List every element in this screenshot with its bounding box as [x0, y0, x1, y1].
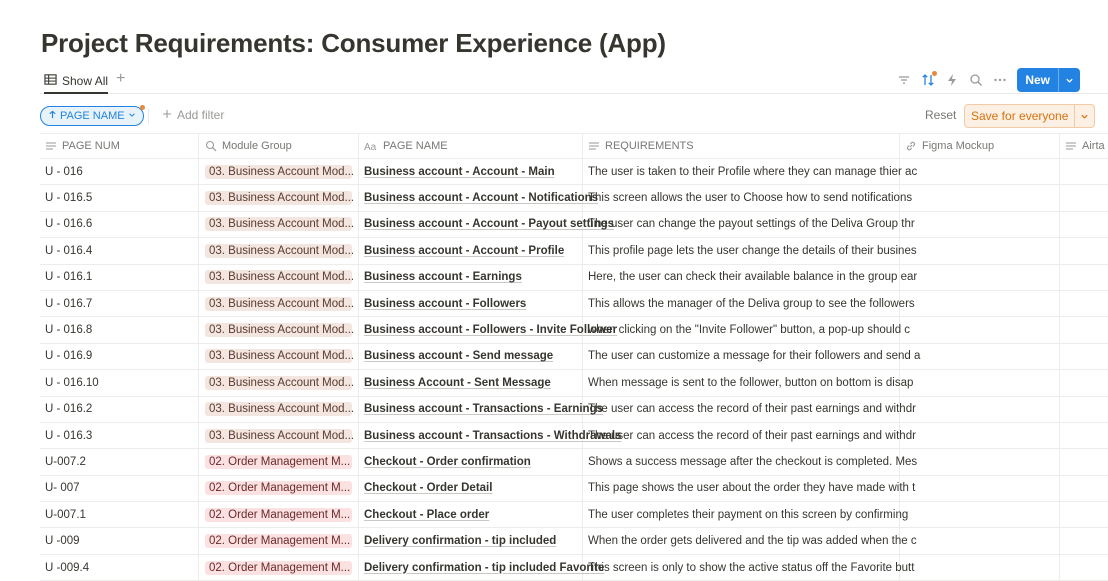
module-group-tag: 02. Order Management M... [205, 561, 352, 575]
page-num: U-007.1 [45, 508, 86, 521]
table-row[interactable] [40, 370, 1108, 396]
column-header-figma-mockup[interactable] [900, 134, 1060, 158]
airtable-cell[interactable] [1060, 291, 1108, 316]
requirements-text: When message is sent to the follower, button on bottom is disap [588, 376, 914, 389]
add-view-button[interactable]: + [116, 70, 126, 87]
table-row[interactable] [40, 449, 1108, 475]
page-num: U - 016.6 [45, 218, 93, 231]
requirements-cell[interactable] [583, 344, 921, 369]
airtable-cell[interactable] [1060, 449, 1108, 474]
table-row[interactable] [40, 185, 1108, 211]
reset-button[interactable]: Reset [925, 108, 957, 122]
svg-text:Aa: Aa [364, 142, 377, 153]
chevron-down-icon [128, 110, 136, 122]
figma-mockup-cell[interactable] [900, 528, 1060, 553]
airtable-cell[interactable] [1060, 555, 1108, 580]
airtable-cell[interactable] [1060, 265, 1108, 290]
add-filter-label: Add filter [177, 108, 225, 122]
page-name-link[interactable]: Business account - Send message [364, 350, 554, 363]
module-group-tag: 03. Business Account Mod... [205, 429, 352, 443]
requirements-cell[interactable] [583, 476, 916, 501]
requirements-cell[interactable] [583, 291, 915, 316]
page-num: U -009.4 [45, 561, 90, 574]
column-label: PAGE NAME [383, 140, 448, 152]
airtable-cell[interactable] [1060, 185, 1108, 210]
module-group-cell[interactable] [199, 370, 359, 395]
lightning-icon[interactable] [945, 73, 959, 87]
page-name-link[interactable]: Checkout - Order confirmation [364, 455, 531, 468]
title-aa-icon [364, 140, 378, 152]
airtable-cell[interactable] [1060, 317, 1108, 342]
requirements-cell[interactable] [583, 528, 917, 553]
table-row[interactable] [40, 344, 1108, 370]
page-num-cell[interactable] [40, 344, 199, 369]
requirements-cell[interactable] [583, 449, 918, 474]
page-num: U -009 [45, 535, 80, 548]
requirements-text: This page shows the user about the order they have made with t [588, 482, 916, 495]
requirements-cell[interactable] [583, 265, 918, 290]
page-name-link[interactable]: Business account - Account - Profile [364, 244, 565, 257]
table-row[interactable] [40, 291, 1108, 317]
more-icon[interactable] [993, 73, 1007, 87]
figma-mockup-cell[interactable] [900, 555, 1060, 580]
module-group-cell[interactable] [199, 291, 359, 316]
page-num-cell[interactable] [40, 423, 199, 448]
figma-mockup-cell[interactable] [900, 185, 1060, 210]
sort-icon[interactable] [921, 73, 935, 87]
filter-bar [40, 104, 1108, 128]
requirements-cell[interactable] [583, 555, 915, 580]
column-label: PAGE NUM [62, 140, 120, 152]
page-name-link[interactable]: Business Account - Sent Message [364, 376, 551, 389]
database-table [40, 133, 1108, 581]
requirements-text: This profile page lets the user change the details of their busines [588, 244, 917, 257]
link-icon [905, 140, 917, 152]
page-num: U- 007 [45, 482, 80, 495]
requirements-cell[interactable] [583, 317, 911, 342]
page-num: U - 016.5 [45, 192, 93, 205]
column-header-airtable[interactable] [1060, 134, 1108, 158]
airtable-cell[interactable] [1060, 212, 1108, 237]
table-body [40, 159, 1108, 581]
module-group-tag: 02. Order Management M... [205, 534, 352, 548]
page-num-cell[interactable] [40, 528, 199, 553]
module-group-cell[interactable] [199, 212, 359, 237]
requirements-text: when clicking on the "Invite Follower" button, a pop-up should c [588, 324, 911, 337]
figma-mockup-cell[interactable] [900, 317, 1060, 342]
page-name-link[interactable]: Business account - Account - Main [364, 165, 555, 178]
requirements-text: When the order gets delivered and the tip was added when the c [588, 535, 917, 548]
figma-mockup-cell[interactable] [900, 159, 1060, 184]
page-num-cell[interactable] [40, 291, 199, 316]
page-name-cell[interactable] [359, 528, 583, 553]
page-name-cell[interactable] [359, 159, 583, 184]
module-group-cell[interactable] [199, 238, 359, 263]
figma-mockup-cell[interactable] [900, 265, 1060, 290]
module-group-tag: 03. Business Account Mod... [205, 349, 352, 363]
table-icon [44, 73, 57, 89]
page-name-cell[interactable] [359, 291, 583, 316]
module-group-tag: 03. Business Account Mod... [205, 165, 352, 179]
view-bar [40, 68, 1108, 94]
figma-mockup-cell[interactable] [900, 476, 1060, 501]
sort-chip[interactable] [40, 106, 144, 126]
module-group-cell[interactable] [199, 344, 359, 369]
sort-chip-label: PAGE NAME [60, 110, 125, 122]
airtable-cell[interactable] [1060, 476, 1108, 501]
tab-label: Show All [62, 74, 109, 88]
module-group-cell[interactable] [199, 317, 359, 342]
table-row[interactable] [40, 476, 1108, 502]
page-num-cell[interactable] [40, 159, 199, 184]
page-name-cell[interactable] [359, 423, 622, 448]
requirements-text: This allows the manager of the Deliva group to see the followers [588, 297, 915, 310]
page-num: U - 016.9 [45, 350, 93, 363]
module-group-tag: 02. Order Management M... [205, 481, 352, 495]
requirements-cell[interactable] [583, 238, 917, 263]
page-num-cell[interactable] [40, 238, 199, 263]
module-group-cell[interactable] [199, 159, 359, 184]
column-header-requirements[interactable] [583, 134, 900, 158]
table-row[interactable] [40, 502, 1108, 528]
airtable-cell[interactable] [1060, 528, 1108, 553]
page-num-cell[interactable] [40, 370, 199, 395]
page-num-cell[interactable] [40, 502, 199, 527]
airtable-cell[interactable] [1060, 344, 1108, 369]
module-group-tag: 03. Business Account Mod... [205, 402, 352, 416]
module-group-cell[interactable] [199, 555, 359, 580]
page-name-link[interactable]: Business account - Earnings [364, 271, 522, 284]
page-name-cell[interactable] [359, 212, 615, 237]
page-name-link[interactable]: Business account - Transactions - Withdrawals [364, 429, 622, 442]
requirements-cell[interactable] [583, 370, 914, 395]
column-header-page-num[interactable] [40, 134, 199, 158]
airtable-cell[interactable] [1060, 159, 1108, 184]
search-icon[interactable] [969, 73, 983, 87]
module-group-tag: 03. Business Account Mod... [205, 217, 352, 231]
figma-mockup-cell[interactable] [900, 370, 1060, 395]
page-name-cell[interactable] [359, 265, 583, 290]
requirements-cell[interactable] [583, 159, 918, 184]
chevron-down-icon[interactable] [1058, 68, 1080, 92]
requirements-text: Shows a success message after the checkout is completed. Mes [588, 455, 918, 468]
module-group-cell[interactable] [199, 476, 359, 501]
page-num: U - 016.2 [45, 403, 93, 416]
requirements-cell[interactable] [583, 397, 916, 422]
column-label: Figma Mockup [922, 140, 995, 152]
page-num: U - 016.4 [45, 244, 93, 257]
requirements-text: The user is taken to their Profile where they can manage thier ac [588, 165, 918, 178]
table-row[interactable] [40, 397, 1108, 423]
page-name-link[interactable]: Business account - Transactions - Earnings [364, 403, 604, 416]
figma-mockup-cell[interactable] [900, 397, 1060, 422]
page-name-link[interactable]: Business account - Followers - Invite Follower [364, 324, 618, 337]
page-num: U - 016.1 [45, 271, 93, 284]
page-name-link[interactable]: Business account - Account - Notifications [364, 192, 599, 205]
column-header-page-name[interactable] [359, 134, 583, 158]
column-label: Module Group [222, 140, 292, 152]
figma-mockup-cell[interactable] [900, 502, 1060, 527]
table-row[interactable] [40, 317, 1108, 343]
module-group-cell[interactable] [199, 397, 359, 422]
save-for-everyone-button[interactable] [964, 104, 1095, 128]
list-icon [45, 140, 57, 152]
page-name-link[interactable]: Business account - Account - Payout settings [364, 218, 615, 231]
new-button-label: New [1025, 73, 1050, 87]
table-row[interactable] [40, 238, 1108, 264]
page-name-cell[interactable] [359, 397, 604, 422]
module-group-tag: 03. Business Account Mod... [205, 323, 352, 337]
page-name-link[interactable]: Delivery confirmation - tip included Favorite [364, 561, 605, 574]
module-group-cell[interactable] [199, 449, 359, 474]
page-name-cell[interactable] [359, 449, 583, 474]
table-row[interactable] [40, 212, 1108, 238]
new-button[interactable] [1017, 68, 1080, 92]
page-name-link[interactable]: Business account - Followers [364, 297, 527, 310]
page-name-link[interactable]: Delivery confirmation - tip included [364, 535, 557, 548]
view-toolbar [897, 68, 1080, 92]
airtable-cell[interactable] [1060, 370, 1108, 395]
list-icon [588, 140, 600, 152]
list-icon [1065, 140, 1077, 152]
module-group-cell[interactable] [199, 185, 359, 210]
table-row[interactable] [40, 265, 1108, 291]
figma-mockup-cell[interactable] [900, 291, 1060, 316]
add-filter-button[interactable] [162, 108, 224, 122]
figma-mockup-cell[interactable] [900, 212, 1060, 237]
figma-mockup-cell[interactable] [900, 423, 1060, 448]
page-num: U - 016 [45, 165, 83, 178]
page-title: Project Requirements: Consumer Experience (App) [41, 28, 666, 58]
requirements-cell[interactable] [583, 502, 909, 527]
page-name-link[interactable]: Checkout - Order Detail [364, 482, 493, 495]
module-group-tag: 02. Order Management M... [205, 455, 352, 469]
requirements-text: Here, the user can check their available balance in the group ear [588, 271, 918, 284]
search-icon [205, 140, 217, 152]
page-name-cell[interactable] [359, 502, 583, 527]
page-num-cell[interactable] [40, 185, 199, 210]
requirements-text: The user can customize a message for their followers and send a [588, 350, 921, 363]
table-row[interactable] [40, 159, 1108, 185]
requirements-cell[interactable] [583, 185, 913, 210]
airtable-cell[interactable] [1060, 397, 1108, 422]
module-group-tag: 03. Business Account Mod... [205, 244, 352, 258]
page-num: U - 016.3 [45, 429, 93, 442]
page-name-cell[interactable] [359, 476, 583, 501]
requirements-text: The user can access the record of their past earnings and withdr [588, 429, 916, 442]
airtable-cell[interactable] [1060, 238, 1108, 263]
page-num-cell[interactable] [40, 476, 199, 501]
page-name-cell[interactable] [359, 317, 618, 342]
page-name-cell[interactable] [359, 344, 583, 369]
module-group-cell[interactable] [199, 423, 359, 448]
module-group-tag: 02. Order Management M... [205, 508, 352, 522]
page-num: U - 016.7 [45, 297, 93, 310]
chevron-down-icon[interactable] [1074, 105, 1094, 127]
save-label: Save for everyone [971, 109, 1069, 123]
table-row[interactable] [40, 528, 1108, 554]
module-group-tag: 03. Business Account Mod... [205, 270, 352, 284]
page-name-cell[interactable] [359, 370, 583, 395]
page-num: U-007.2 [45, 455, 86, 468]
page-num-cell[interactable] [40, 397, 199, 422]
figma-mockup-cell[interactable] [900, 449, 1060, 474]
figma-mockup-cell[interactable] [900, 344, 1060, 369]
filter-icon[interactable] [897, 73, 911, 87]
requirements-text: The user completes their payment on this screen by confirming [588, 508, 909, 521]
airtable-cell[interactable] [1060, 502, 1108, 527]
plus-icon [162, 108, 172, 122]
figma-mockup-cell[interactable] [900, 238, 1060, 263]
table-row[interactable] [40, 423, 1108, 449]
requirements-text: This screen allows the user to Choose how to send notifications [588, 192, 913, 205]
page-name-cell[interactable] [359, 555, 605, 580]
arrow-up-icon [48, 110, 57, 122]
requirements-text: The user can access the record of their past earnings and withdr [588, 403, 916, 416]
page-name-cell[interactable] [359, 238, 583, 263]
requirements-cell[interactable] [583, 212, 915, 237]
module-group-cell[interactable] [199, 265, 359, 290]
page-num-cell[interactable] [40, 265, 199, 290]
module-group-tag: 03. Business Account Mod... [205, 376, 352, 390]
column-label: Airta [1082, 140, 1105, 152]
module-group-cell[interactable] [199, 528, 359, 553]
page-num-cell[interactable] [40, 449, 199, 474]
module-group-cell[interactable] [199, 502, 359, 527]
requirements-text: The user can change the payout settings of the Deliva Group thr [588, 218, 915, 231]
page-name-cell[interactable] [359, 185, 599, 210]
table-row[interactable] [40, 555, 1108, 581]
column-label: REQUIREMENTS [605, 140, 694, 152]
requirements-text: This screen is only to show the active status off the Favorite butt [588, 561, 915, 574]
column-header-module-group[interactable] [199, 134, 359, 158]
page-num: U - 016.10 [45, 376, 99, 389]
tab-show-all[interactable] [44, 72, 108, 94]
table-header [40, 133, 1108, 159]
page-num-cell[interactable] [40, 317, 199, 342]
airtable-cell[interactable] [1060, 423, 1108, 448]
divider [148, 108, 149, 124]
page-num: U - 016.8 [45, 324, 93, 337]
requirements-cell[interactable] [583, 423, 916, 448]
page-num-cell[interactable] [40, 555, 199, 580]
module-group-tag: 03. Business Account Mod... [205, 297, 352, 311]
module-group-tag: 03. Business Account Mod... [205, 191, 352, 205]
page-num-cell[interactable] [40, 212, 199, 237]
page-name-link[interactable]: Checkout - Place order [364, 508, 490, 521]
